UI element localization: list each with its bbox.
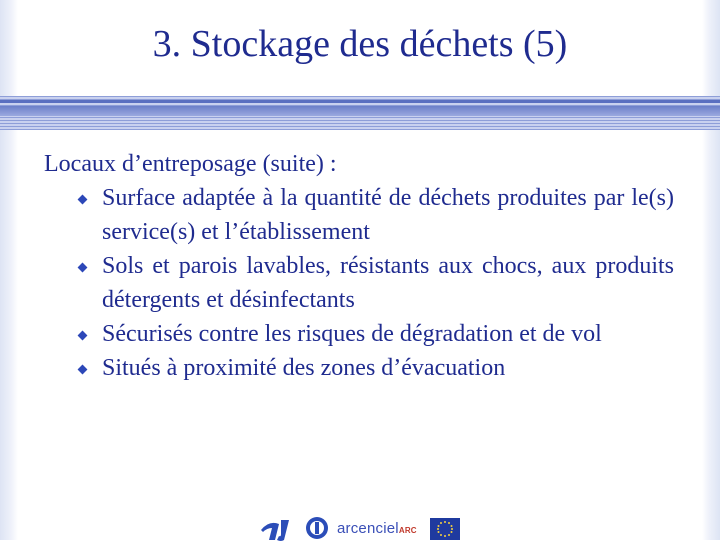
bullet-text: Sols et parois lavables, résistants aux chocs, aux produits détergents et désinfectants bbox=[102, 253, 674, 313]
footer-logos bbox=[255, 510, 485, 540]
bullet-item bbox=[44, 249, 674, 317]
arcenciel-logo-suffix: ARC bbox=[398, 526, 417, 535]
bullet-diamond-icon bbox=[78, 195, 88, 205]
eu-flag-icon bbox=[430, 518, 460, 540]
section-heading: Locaux d’entreposage (suite) : bbox=[44, 151, 337, 177]
slide-content bbox=[44, 147, 674, 385]
bullet-text: Surface adaptée à la quantité de déchets produites par le(s) service(s) et l’établissement bbox=[102, 185, 674, 245]
bullet-item bbox=[44, 317, 674, 351]
bullet-diamond-icon bbox=[78, 263, 88, 273]
bullet-diamond-icon bbox=[78, 365, 88, 375]
bullet-list bbox=[44, 181, 674, 385]
arcenciel-circle-icon bbox=[305, 516, 329, 540]
bullet-item bbox=[44, 351, 674, 385]
title-band bbox=[0, 96, 720, 130]
bullet-text: Situés à proximité des zones d’évacuation bbox=[102, 355, 506, 381]
bullet-text: Sécurisés contre les risques de dégradation et de vol bbox=[102, 321, 602, 347]
left-decor-bar bbox=[0, 0, 18, 540]
bullet-item bbox=[44, 181, 674, 249]
bullet-diamond-icon bbox=[78, 331, 88, 341]
slide-title: 3. Stockage des déchets (5) bbox=[152, 23, 568, 65]
right-decor-bar bbox=[702, 0, 720, 540]
arcenciel-logo-text: arcenciel bbox=[337, 520, 399, 537]
arcenciel-logo bbox=[337, 520, 417, 537]
sj-logo-icon bbox=[259, 516, 293, 542]
